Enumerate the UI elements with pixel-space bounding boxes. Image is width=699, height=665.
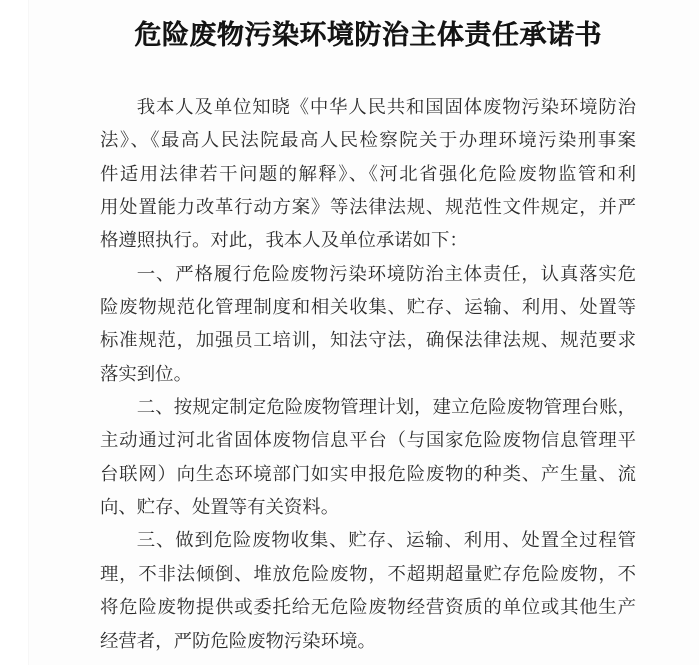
- text-line: 件适用法律若干问题的解释》、《河北省强化危险废物监管和利: [100, 163, 636, 184]
- paragraph: [100, 391, 636, 524]
- text-line: 向、贮存、处置等有关资料。: [100, 497, 340, 518]
- document-body: [100, 91, 636, 658]
- page-left-margin: [0, 0, 29, 665]
- text-line: 用处置能力改革行动方案》等法律法规、规范性文件规定，并严: [100, 197, 636, 218]
- text-line: 二、按规定制定危险废物管理计划，建立危险废物管理台账，: [136, 397, 636, 418]
- text-line: 台联网）向生态环境部门如实申报危险废物的种类、产生量、流: [100, 463, 636, 484]
- paragraph: [100, 91, 636, 258]
- text-line: 格遵照执行。对此，我本人及单位承诺如下：: [100, 230, 468, 251]
- text-line: 经营者，严防危险废物污染环境。: [100, 630, 376, 651]
- text-line: 险废物规范化管理制度和相关收集、贮存、运输、利用、处置等: [100, 297, 636, 318]
- text-line: 法》、《最高人民法院最高人民检察院关于办理环境污染刑事案: [100, 130, 636, 151]
- document-title: 危险废物污染环境防治主体责任承诺书: [134, 20, 602, 50]
- text-line: 我本人及单位知晓《中华人民共和国固体废物污染环境防治: [136, 97, 636, 117]
- text-line: 主动通过河北省固体废物信息平台（与国家危险废物信息管理平: [100, 430, 636, 451]
- paragraph: [100, 258, 636, 391]
- text-line: 标准规范，加强员工培训，知法守法，确保法律法规、规范要求: [100, 330, 636, 351]
- text-line: 一、严格履行危险废物污染环境防治主体责任，认真落实危: [136, 263, 636, 284]
- text-line: 将危险废物提供或委托给无危险废物经营资质的单位或其他生产: [100, 597, 636, 618]
- text-line: 三、做到危险废物收集、贮存、运输、利用、处置全过程管: [136, 530, 636, 551]
- text-line: 落实到位。: [100, 363, 192, 384]
- paragraph: [100, 524, 636, 657]
- document-content: [100, 16, 636, 658]
- text-line: 理，不非法倾倒、堆放危险废物，不超期超量贮存危险废物，不: [100, 563, 636, 584]
